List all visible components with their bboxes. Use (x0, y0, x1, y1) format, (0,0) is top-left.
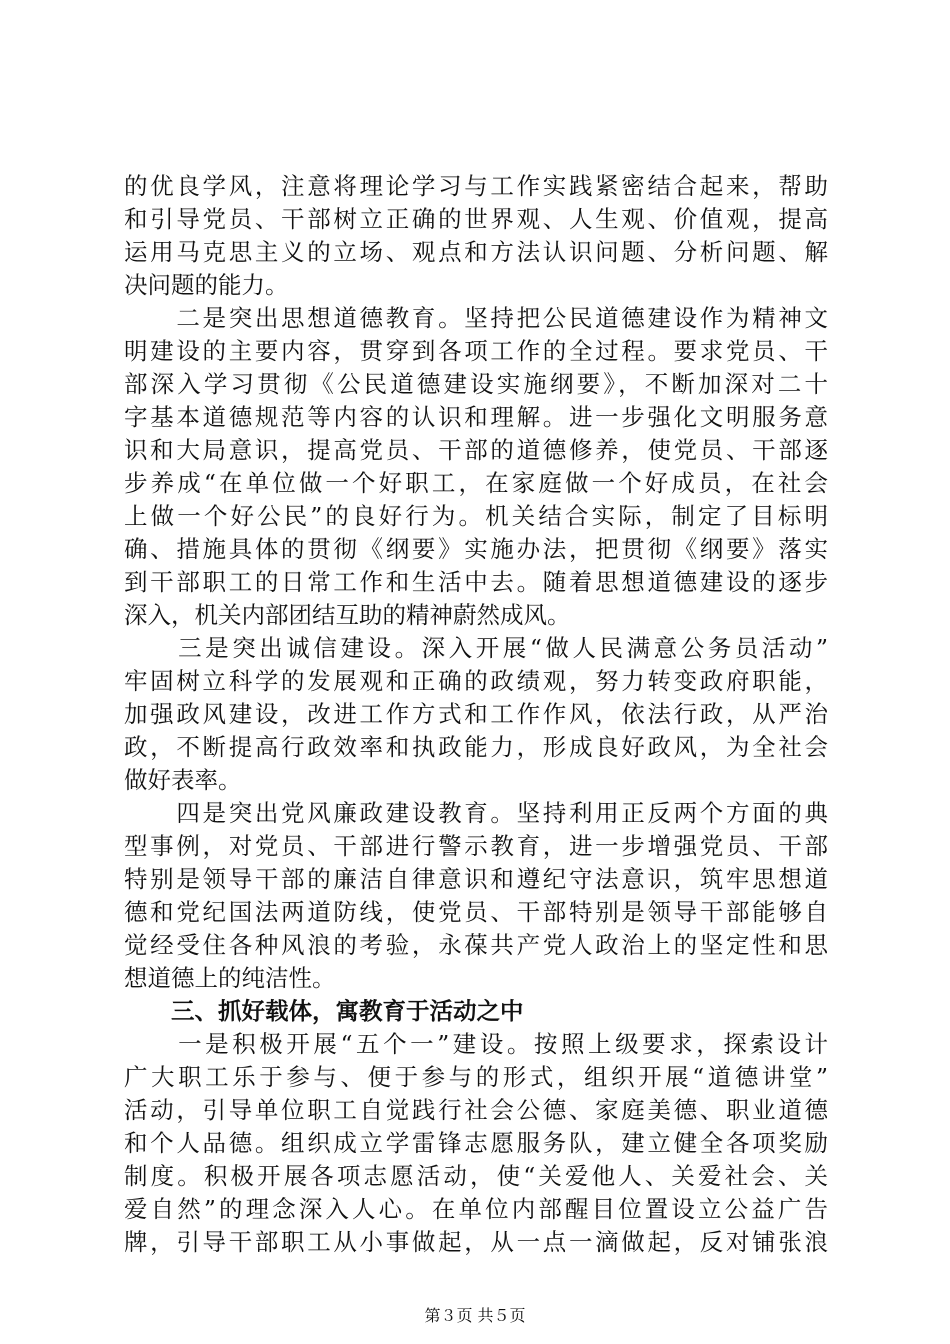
text-line: 识和大局意识，提高党员、干部的道德修养，使党员、干部逐 (124, 436, 828, 464)
text-line: 爱自然”的理念深入人心。在单位内部醒目位置设立公益广告 (124, 1195, 828, 1223)
text-line: 牢固树立科学的发展观和正确的政绩观，努力转变政府职能， (124, 667, 828, 695)
text-line: 深入，机关内部团结互助的精神蔚然成风。 (124, 601, 571, 629)
section-heading: 三、抓好载体，寓教育于活动之中 (124, 997, 524, 1025)
text-line: 决问题的能力。 (124, 271, 289, 299)
text-line: 想道德上的纯洁性。 (124, 964, 336, 992)
page-footer: 第３页 共５页 (424, 1306, 526, 1325)
text-line: 步养成“在单位做一个好职工，在家庭做一个好成员，在社会 (124, 469, 828, 497)
text-line: 德和党纪国法两道防线，使党员、干部特别是领导干部能够自 (124, 898, 828, 926)
text-line: 觉经受住各种风浪的考验，永葆共产党人政治上的坚定性和思 (124, 931, 828, 959)
text-line: 型事例，对党员、干部进行警示教育，进一步增强党员、干部 (124, 832, 828, 860)
text-line: 三是突出诚信建设。深入开展“做人民满意公务员活动” (124, 634, 828, 662)
text-line: 四是突出党风廉政建设教育。坚持利用正反两个方面的典 (124, 799, 828, 827)
text-line: 运用马克思主义的立场、观点和方法认识问题、分析问题、解 (124, 238, 828, 266)
text-line: 加强政风建设，改进工作方式和工作作风，依法行政，从严治 (124, 700, 828, 728)
text-line: 字基本道德规范等内容的认识和理解。进一步强化文明服务意 (124, 403, 828, 431)
text-line: 活动，引导单位职工自觉践行社会公德、家庭美德、职业道德 (124, 1096, 828, 1124)
text-line: 政，不断提高行政效率和执政能力，形成良好政风，为全社会 (124, 733, 828, 761)
text-line: 特别是领导干部的廉洁自律意识和遵纪守法意识，筑牢思想道 (124, 865, 828, 893)
text-line: 二是突出思想道德教育。坚持把公民道德建设作为精神文 (124, 304, 828, 332)
text-line: 确、措施具体的贯彻《纲要》实施办法，把贯彻《纲要》落实 (124, 535, 828, 563)
text-line: 明建设的主要内容，贯穿到各项工作的全过程。要求党员、干 (124, 337, 828, 365)
document-body (124, 170, 828, 1259)
text-line: 制度。积极开展各项志愿活动，使“关爱他人、关爱社会、关 (124, 1162, 828, 1190)
text-line: 到干部职工的日常工作和生活中去。随着思想道德建设的逐步 (124, 568, 828, 596)
text-line: 和个人品德。组织成立学雷锋志愿服务队，建立健全各项奖励 (124, 1129, 828, 1157)
text-line: 牌，引导干部职工从小事做起，从一点一滴做起，反对铺张浪 (124, 1228, 828, 1256)
text-line: 的优良学风，注意将理论学习与工作实践紧密结合起来，帮助 (124, 172, 828, 200)
text-line: 和引导党员、干部树立正确的世界观、人生观、价值观，提高 (124, 205, 828, 233)
text-line: 一是积极开展“五个一”建设。按照上级要求，探索设计 (124, 1030, 828, 1058)
text-line: 上做一个好公民”的良好行为。机关结合实际，制定了目标明 (124, 502, 828, 530)
text-line: 广大职工乐于参与、便于参与的形式，组织开展“道德讲堂” (124, 1063, 828, 1091)
text-line: 做好表率。 (124, 766, 242, 794)
text-line: 部深入学习贯彻《公民道德建设实施纲要》，不断加深对二十 (124, 370, 828, 398)
